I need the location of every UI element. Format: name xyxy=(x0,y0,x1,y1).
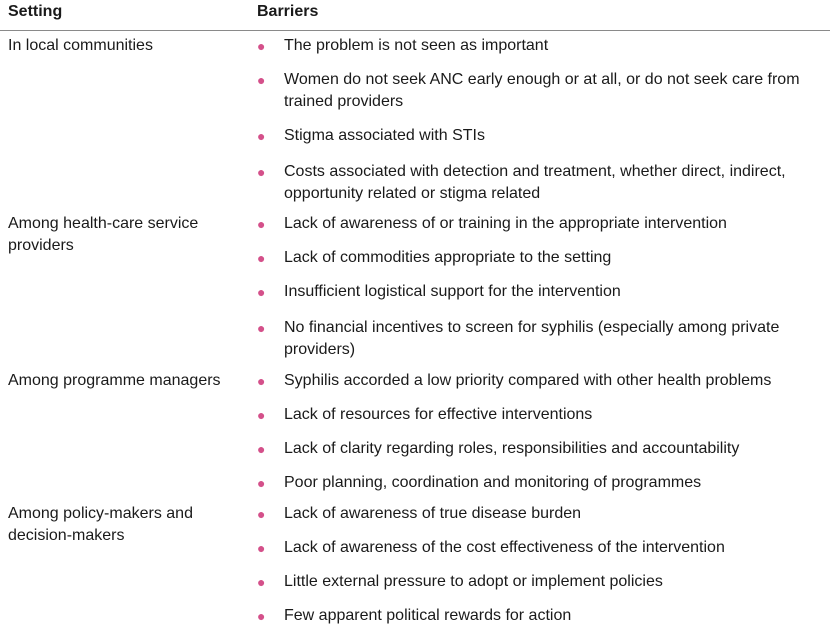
table-row xyxy=(0,31,830,210)
bullet-icon: ● xyxy=(257,441,266,457)
table-row xyxy=(0,501,830,637)
table-row xyxy=(0,210,830,367)
barrier-text: Little external pressure to adopt or implement policies xyxy=(284,573,663,590)
barrier-text: Few apparent political rewards for action xyxy=(284,607,572,624)
bullet-icon: ● xyxy=(257,216,266,232)
barrier-text: No financial incentives to screen for syphilis (especially among private providers) xyxy=(284,319,780,358)
barrier-text: Women do not seek ANC early enough or at all, or do not seek care from trained providers xyxy=(284,71,800,110)
bullet-icon: ● xyxy=(257,608,266,624)
bullet-icon: ● xyxy=(257,72,266,88)
barrier-text: Lack of clarity regarding roles, responsibilities and accountability xyxy=(284,440,740,457)
barrier-text: The problem is not seen as important xyxy=(284,37,549,54)
barrier-text: Syphilis accorded a low priority compared with other health problems xyxy=(284,372,772,389)
barrier-text: Costs associated with detection and treatment, whether direct, indirect, opportunity related or stigma related xyxy=(284,163,786,202)
barrier-text: Poor planning, coordination and monitoring of programmes xyxy=(284,474,702,491)
bullet-icon: ● xyxy=(257,38,266,54)
setting-cell: Among health-care service providers xyxy=(8,215,199,254)
bullet-icon: ● xyxy=(257,284,266,300)
bullet-icon: ● xyxy=(257,506,266,522)
setting-column-header: Setting xyxy=(8,3,63,20)
bullet-icon: ● xyxy=(257,320,266,336)
bullet-icon: ● xyxy=(257,128,266,144)
barrier-text: Lack of resources for effective interventions xyxy=(284,406,593,423)
barriers-column-header: Barriers xyxy=(257,3,319,20)
bullet-icon: ● xyxy=(257,574,266,590)
barrier-text: Stigma associated with STIs xyxy=(284,127,485,144)
setting-cell: In local communities xyxy=(8,37,153,54)
table-row xyxy=(0,367,830,501)
table-header xyxy=(0,0,830,31)
barrier-text: Lack of awareness of true disease burden xyxy=(284,505,582,522)
barrier-text: Lack of commodities appropriate to the setting xyxy=(284,249,612,266)
bullet-icon: ● xyxy=(257,373,266,389)
bullet-icon: ● xyxy=(257,164,266,180)
barrier-text: Lack of awareness of the cost effectiveness of the intervention xyxy=(284,539,725,556)
bullet-icon: ● xyxy=(257,475,266,491)
setting-cell: Among policy-makers and decision-makers xyxy=(8,505,193,544)
barrier-text: Insufficient logistical support for the intervention xyxy=(284,283,621,300)
barrier-text: Lack of awareness of or training in the appropriate intervention xyxy=(284,215,727,232)
setting-cell: Among programme managers xyxy=(8,372,221,389)
bullet-icon: ● xyxy=(257,540,266,556)
bullet-icon: ● xyxy=(257,407,266,423)
bullet-icon: ● xyxy=(257,250,266,266)
